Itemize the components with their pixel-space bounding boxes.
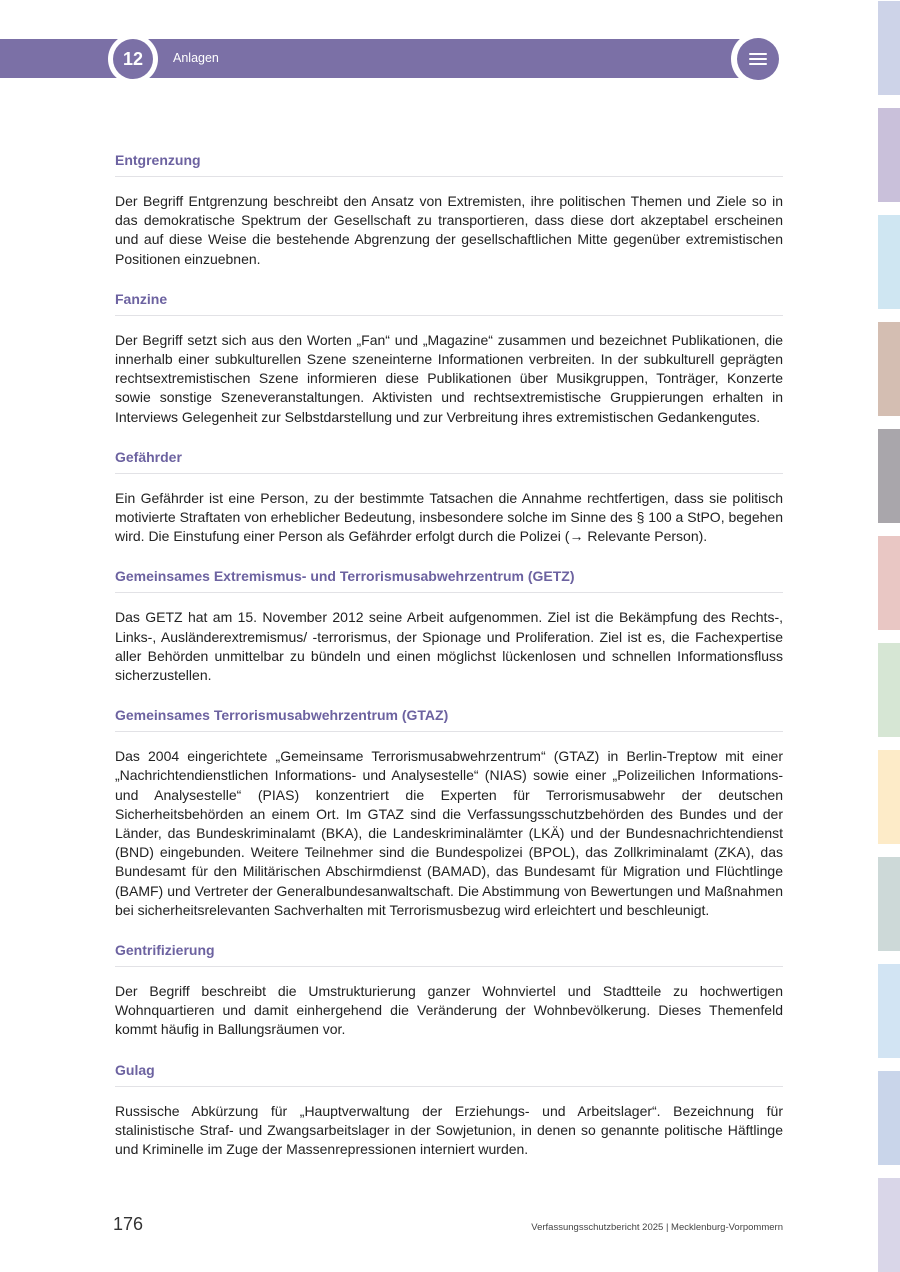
chapter-tab[interactable] [878, 643, 900, 737]
chapter-tab[interactable] [878, 215, 900, 309]
glossary-entry [115, 940, 783, 1040]
chapter-tab[interactable] [878, 108, 900, 202]
glossary-entry [115, 566, 783, 685]
entry-title: Gulag [115, 1060, 783, 1087]
entry-text: Der Begriff setzt sich aus den Worten „Fan“ und „Magazine“ zusammen und bezeichnet Publikationen, die innerhalb einer subkulturellen Szene szeneinterne Informationen verbreiten. In der subkulturell geprägten rechtsextremistischen Szene informieren diese Publikationen über Musikgruppen, Tonträger, Konzerte sowie sonstige Szeneveranstaltungen. Aktivisten und rechtsextremistische Gruppierungen erhalten in Interviews Gelegenheit zur Selbstdarstellung und zur Verbreitung ihres extremistischen Gedankengutes. [115, 331, 783, 425]
chapter-badge [108, 34, 158, 84]
entry-text: Das 2004 eingerichtete „Gemeinsame Terrorismusabwehrzentrum“ (GTAZ) in Berlin-Treptow mit einer „Nachrichtendienstlichen Informations- und Analysestelle“ (NIAS) sowie einer „Polizeilichen Informations- und Analysestelle“ (PIAS) konzentriert die Experten für Terrorismusabwehr der deutschen Sicherheitsbehörden an einem Ort. Im GTAZ sind die Verfassungsschutzbehörden des Bundes und der Länder, das Bundeskriminalamt (BKA), die Landeskriminalämter (LKÄ) und der Bundesnachrichtendienst (BND) eingebunden. Weitere Teilnehmer sind die Bundespolizei (BPOL), das Zollkriminalamt (ZKA), das Bundesamt für den Militärischen Abschirmdienst (BAMAD), das Bundesamt für Migration und Flüchtlinge (BAMF) und Vertreter der Generalbundesanwaltschaft. Die Abstimmung von Bewertungen und Maßnahmen bei sicherheitsrelevanten Sachverhalten mit Terrorismusbezug wird erleichtert und beschleunigt. [115, 748, 783, 918]
chapter-tab[interactable] [878, 1, 900, 95]
chapter-side-tabs [878, 0, 900, 1272]
chapter-tab[interactable] [878, 1178, 900, 1272]
chapter-tab[interactable] [878, 429, 900, 523]
entry-text: Der Begriff beschreibt die Umstrukturierung ganzer Wohnviertel und Stadtteile zu hochwertigen Wohnquartieren und damit einhergehend die Veränderung der Wohnbevölkerung. Dieses Themenfeld kommt häufig in Ballungsräumen vor. [115, 983, 783, 1038]
entry-title: Entgrenzung [115, 150, 783, 177]
glossary-entry [115, 289, 783, 427]
chapter-tab[interactable] [878, 857, 900, 951]
glossary-entry [115, 705, 783, 920]
glossary-entry [115, 1060, 783, 1160]
entry-text: Ein Gefährder ist eine Person, zu der bestimmte Tatsachen die Annahme rechtfertigen, dass sie politisch motivierte Straftaten von erheblicher Bedeutung, insbesondere solche im Sinne des § 100 a StPO, begehen wird. Die Einstufung einer Person als Gefährder erfolgt durch die Polizei (→ Relevante Person). [115, 489, 783, 545]
glossary-entry [115, 150, 783, 269]
entry-text: Das GETZ hat am 15. November 2012 seine Arbeit aufgenommen. Ziel ist die Bekämpfung des Rechts-, Links-, Ausländerextremismus/ -terrorismus, der Spionage und Proliferation. Ziel ist es, die Fachexpertise aller Behörden unmittelbar zu bündeln und einen möglichst lückenlosen und schnellen Informationsfluss sicherzustellen. [115, 609, 783, 684]
chapter-tab[interactable] [878, 1071, 900, 1165]
glossary-entry [115, 447, 783, 547]
menu-button-wrap [731, 32, 785, 86]
footer-publication: Verfassungsschutzbericht 2025 | Mecklenburg-Vorpommern [531, 1222, 783, 1233]
chapter-tab[interactable] [878, 964, 900, 1058]
hamburger-menu-icon[interactable] [737, 38, 779, 80]
entry-title: Gemeinsames Terrorismusabwehrzentrum (GTAZ) [115, 705, 783, 732]
entry-title: Gemeinsames Extremismus- und Terrorismusabwehrzentrum (GETZ) [115, 566, 783, 593]
entry-title: Fanzine [115, 289, 783, 316]
entry-title: Gefährder [115, 447, 783, 474]
glossary-content [115, 150, 783, 1179]
chapter-title: Anlagen [173, 51, 219, 65]
chapter-tab[interactable] [878, 536, 900, 630]
entry-text: Der Begriff Entgrenzung beschreibt den Ansatz von Extremisten, ihre politischen Themen und Ziele so in das demokratische Spektrum der Gesellschaft zu transportieren, dass diese dort akzeptabel erscheinen und auf diese Weise die bestehende Abgrenzung der gesellschaftlichen Mitte gegenüber extremistischen Positionen einzuebnen. [115, 193, 783, 267]
entry-title: Gentrifizierung [115, 940, 783, 967]
chapter-tab[interactable] [878, 322, 900, 416]
page-number: 176 [113, 1214, 144, 1234]
chapter-number: 12 [113, 39, 153, 79]
entry-text: Russische Abkürzung für „Hauptverwaltung der Erziehungs- und Arbeitslager“. Bezeichnung für stalinistische Straf- und Zwangsarbeitslager in der Sowjetunion, in denen so genannte politische Häftlinge und Kriminelle im Zuge der Massenrepressionen interniert wurden. [115, 1102, 783, 1158]
chapter-tab[interactable] [878, 750, 900, 844]
